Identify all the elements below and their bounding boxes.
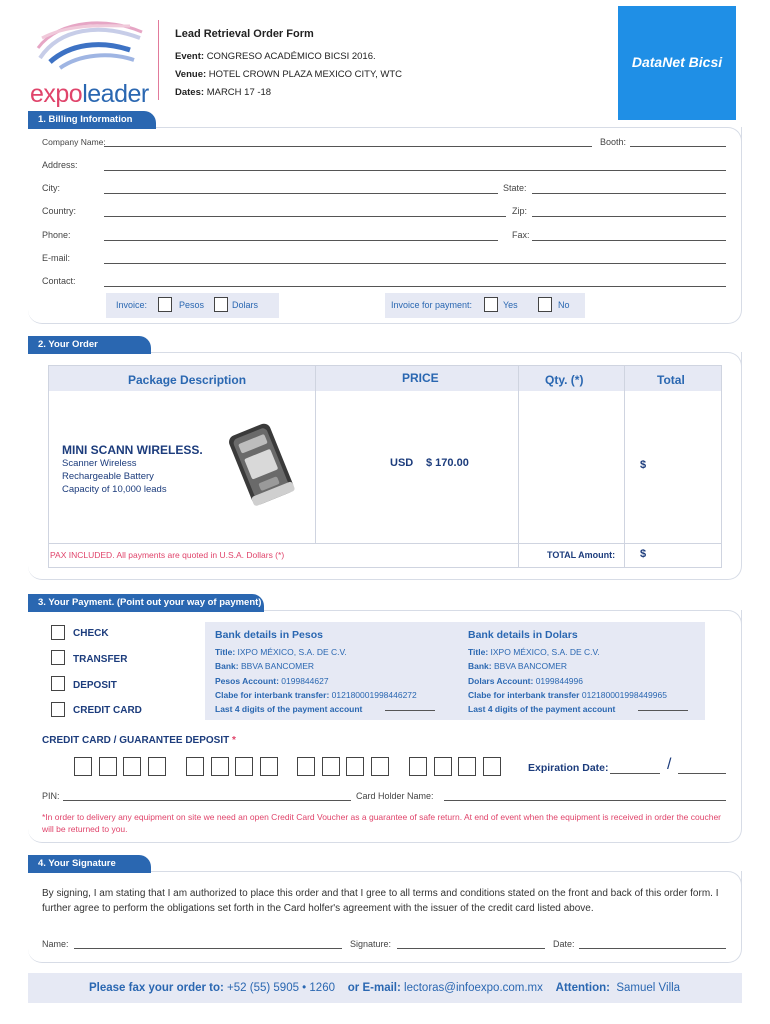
bank-pesos-title: Bank details in Pesos	[215, 629, 323, 641]
dolars-val: IXPO MÉXICO, S.A. DE C.V.	[488, 647, 600, 657]
card-digit-box[interactable]	[297, 757, 315, 776]
zip-label: Zip:	[512, 206, 528, 216]
credit-card-checkbox[interactable]	[51, 702, 65, 717]
col-divider-2	[518, 366, 519, 567]
option-transfer: TRANSFER	[73, 654, 128, 665]
card-digit-box[interactable]	[74, 757, 92, 776]
deposit-checkbox[interactable]	[51, 676, 65, 691]
event-line	[175, 51, 376, 62]
country-field[interactable]	[104, 216, 506, 217]
dolars-val: BBVA BANCOMER	[491, 661, 568, 672]
expiration-label: Expiration Date:	[528, 762, 609, 774]
credit-card-heading-star: *	[232, 735, 236, 746]
card-digit-box[interactable]	[235, 757, 253, 776]
fax-label: Please fax your order to:	[89, 982, 224, 994]
company-name-label: Company Name:	[42, 137, 106, 147]
phone-label: Phone:	[42, 230, 71, 240]
venue-line	[175, 69, 402, 80]
expiration-slash: /	[667, 756, 672, 773]
contact-label: Contact:	[42, 276, 76, 286]
pesos-line	[215, 674, 417, 688]
pesos-key: Clabe for interbank transfer:	[215, 689, 330, 700]
signature-date-field[interactable]	[579, 948, 726, 949]
fax-field[interactable]	[532, 240, 726, 241]
datanet-bicsi-logo-text: DataNet Bicsi	[631, 54, 723, 70]
product-detail-1: Scanner Wireless	[62, 458, 137, 469]
dates-value: MARCH 17 -18	[206, 87, 272, 98]
signature-name-field[interactable]	[74, 948, 342, 949]
card-digit-box[interactable]	[371, 757, 389, 776]
pesos-val: 0199844627	[278, 675, 329, 686]
event-label: Event:	[175, 51, 205, 62]
city-field[interactable]	[104, 193, 498, 194]
dolars-last4-field[interactable]	[638, 710, 688, 711]
card-digit-box[interactable]	[186, 757, 204, 776]
header-divider	[158, 20, 159, 100]
bank-dolars-title: Bank details in Dolars	[468, 629, 578, 641]
footer-email-label: or E-mail:	[347, 982, 401, 994]
dolars-line	[468, 659, 667, 673]
dolars-key: Bank:	[468, 661, 492, 672]
dolars-line	[468, 645, 667, 659]
pesos-val: BBVA BANCOMER	[238, 661, 315, 672]
dolars-line	[468, 688, 667, 702]
product-detail-3: Capacity of 10,000 leads	[62, 484, 167, 495]
email-field[interactable]	[104, 263, 726, 264]
card-digit-box[interactable]	[409, 757, 427, 776]
card-digit-box[interactable]	[260, 757, 278, 776]
signature-section-tab: 4. Your Signature	[28, 855, 151, 873]
signature-date-label: Date:	[553, 939, 575, 949]
billing-section-tab: 1. Billing Information	[28, 111, 156, 129]
check-checkbox[interactable]	[51, 625, 65, 640]
col-price: PRICE	[402, 371, 439, 385]
card-digit-box[interactable]	[458, 757, 476, 776]
bank-pesos-lines	[215, 645, 417, 716]
card-digit-box[interactable]	[99, 757, 117, 776]
country-label: Country:	[42, 206, 77, 216]
attention-label: Attention:	[555, 982, 610, 994]
signature-field[interactable]	[397, 948, 545, 949]
invoice-payment-no-label: No	[558, 300, 570, 310]
scanner-device-image	[220, 415, 302, 507]
dolars-key: Dolars Account:	[468, 675, 534, 686]
state-label: State:	[503, 183, 527, 193]
card-digit-box[interactable]	[148, 757, 166, 776]
card-holder-field[interactable]	[444, 800, 726, 801]
price-note: PAX INCLUDED. All payments are quoted in U.S.A. Dollars (*)	[50, 550, 285, 560]
invoice-dolars-checkbox[interactable]	[214, 297, 228, 312]
event-value: CONGRESO ACADÉMICO BICSI 2016.	[206, 51, 376, 62]
card-digit-box[interactable]	[346, 757, 364, 776]
order-table	[48, 365, 722, 568]
col-divider-1	[315, 366, 316, 543]
card-digit-box[interactable]	[211, 757, 229, 776]
pesos-val: 012180001998446272	[329, 689, 417, 700]
invoice-payment-label: Invoice for payment:	[391, 300, 473, 310]
signature-name-label: Name:	[42, 939, 69, 949]
venue-value: HOTEL CROWN PLAZA MEXICO CITY, WTC	[208, 69, 402, 80]
pesos-last4-field[interactable]	[385, 710, 435, 711]
pesos-line	[215, 659, 417, 673]
fax-label: Fax:	[512, 230, 530, 240]
dolars-key: Title:	[468, 647, 489, 657]
attention-name: Samuel Villa	[616, 982, 681, 994]
pesos-key: Title:	[215, 647, 236, 657]
invoice-pesos-checkbox[interactable]	[158, 297, 172, 312]
card-digit-box[interactable]	[322, 757, 340, 776]
col-qty: Qty. (*)	[545, 373, 584, 387]
address-label: Address:	[42, 160, 78, 170]
dolars-line	[468, 674, 667, 688]
pesos-key: Bank:	[215, 661, 239, 672]
signature-statement: By signing, I am stating that I am authorized to place this order and that I gree to all terms and conditions stated on the front and back of this order form. I further agree to perform the obligations set forth in the Card holfer's agreement with the issuer of the credit card listed above.	[42, 888, 719, 914]
contact-field[interactable]	[104, 286, 726, 287]
city-label: City:	[42, 183, 60, 193]
invoice-payment-no-checkbox[interactable]	[538, 297, 552, 312]
dolars-val: 0199844996	[533, 675, 583, 686]
invoice-payment-yes-label: Yes	[503, 300, 518, 310]
address-field[interactable]	[104, 170, 726, 171]
booth-field[interactable]	[630, 146, 726, 147]
card-digit-box[interactable]	[434, 757, 452, 776]
card-digit-box[interactable]	[123, 757, 141, 776]
expiration-month-field[interactable]	[610, 773, 660, 774]
page-title: Lead Retrieval Order Form	[175, 28, 314, 40]
invoice-pesos-label: Pesos	[179, 300, 205, 310]
fax-number: +52 (55) 5905 • 1260	[223, 982, 335, 994]
option-deposit: DEPOSIT	[73, 680, 117, 691]
venue-label: Venue:	[175, 69, 207, 80]
pin-field[interactable]	[63, 800, 351, 801]
pesos-key: Last 4 digits of the payment account	[215, 704, 363, 715]
invoice-dolars-label: Dolars	[232, 300, 259, 310]
total-row-divider	[49, 543, 721, 544]
price-currency: USD	[390, 457, 414, 469]
pesos-line	[215, 688, 417, 702]
booth-label: Booth:	[600, 137, 627, 147]
total-amount-value: $	[640, 548, 647, 560]
transfer-checkbox[interactable]	[51, 650, 65, 665]
pin-label: PIN:	[42, 791, 60, 801]
invoice-payment-yes-checkbox[interactable]	[484, 297, 498, 312]
credit-card-note: *In order to delivery any equipment on site we need an open Credit Card Voucher as a guarantee of safe return. At end of event when the equipment is received in order the coucher will be returned to you.	[42, 812, 722, 834]
credit-card-heading-text: CREDIT CARD / GUARANTEE DEPOSIT	[42, 735, 230, 746]
dolars-key: Last 4 digits of the payment account	[468, 704, 616, 715]
expiration-year-field[interactable]	[678, 773, 726, 774]
logo-text-expo: expo	[30, 80, 83, 108]
pesos-line	[215, 645, 417, 659]
phone-field[interactable]	[104, 240, 498, 241]
dolars-key: Clabe for interbank transfer	[468, 689, 580, 700]
footer-email[interactable]: lectoras@infoexpo.com.mx	[400, 982, 543, 994]
col-total: Total	[657, 373, 685, 387]
price-value: $ 170.00	[426, 457, 469, 469]
col-package-description: Package Description	[128, 373, 247, 387]
bank-dolars-lines	[468, 645, 667, 716]
signature-section-frame	[28, 871, 742, 963]
order-section-tab: 2. Your Order	[28, 336, 151, 354]
dates-line	[175, 87, 271, 98]
dates-label: Dates:	[175, 87, 205, 98]
line-total-symbol: $	[640, 459, 647, 471]
col-divider-3	[624, 366, 625, 567]
signature-label: Signature:	[350, 939, 392, 949]
option-check: CHECK	[73, 628, 109, 639]
footer-contact	[89, 982, 680, 994]
invoice-label: Invoice:	[116, 300, 148, 310]
zip-field[interactable]	[532, 216, 726, 217]
datanet-bicsi-logo	[618, 6, 736, 120]
handshake-icon	[30, 18, 150, 73]
card-holder-label: Card Holder Name:	[356, 791, 434, 801]
credit-card-heading	[42, 735, 236, 746]
email-label: E-mail:	[42, 253, 71, 263]
product-name: MINI SCANN WIRELESS.	[62, 443, 203, 457]
pesos-key: Pesos Account:	[215, 675, 279, 686]
total-amount-label: TOTAL Amount:	[547, 550, 616, 560]
card-digit-box[interactable]	[483, 757, 501, 776]
state-field[interactable]	[532, 193, 726, 194]
company-name-field[interactable]	[104, 146, 592, 147]
pesos-val: IXPO MÉXICO, S.A. DE C.V.	[235, 647, 347, 657]
dolars-val: 012180001998449965	[579, 689, 667, 700]
option-credit-card: CREDIT CARD	[73, 705, 142, 716]
expoleader-logo	[30, 18, 150, 108]
payment-section-tab: 3. Your Payment. (Point out your way of payment)	[28, 594, 264, 612]
logo-text-leader: leader	[82, 80, 149, 108]
product-detail-2: Rechargeable Battery	[62, 471, 154, 482]
